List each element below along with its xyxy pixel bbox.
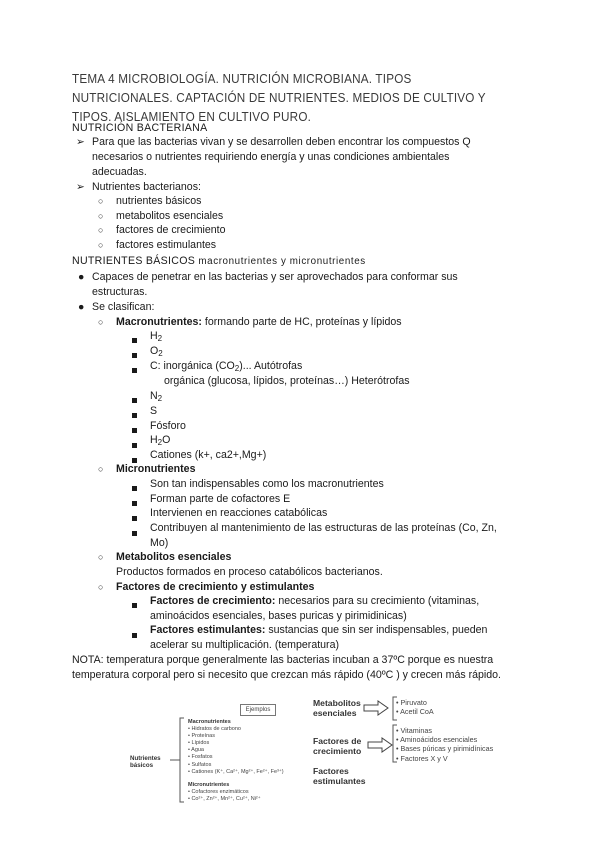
square-bullet-icon xyxy=(132,628,137,643)
square-bullet-icon xyxy=(132,598,137,613)
square-bullet-icon xyxy=(132,423,137,438)
list-item: Cationes (k+, ca2+,Mg+) xyxy=(150,449,267,461)
section-heading-nutrientes xyxy=(72,254,366,270)
circle-bullet-icon: ○ xyxy=(98,552,104,562)
list-item: $H_2O$ xyxy=(150,434,171,447)
arrow-bullet-icon: ➢ xyxy=(76,136,85,148)
micro-list: Micronutrientes • Cofactores enzimáticos • Co²⁺, Zn²⁺, Mn²⁺, Cu²⁺, Ni²⁺ xyxy=(188,782,261,803)
list-item-continuation: Mo) xyxy=(150,537,169,549)
list-item: nutrientes básicos xyxy=(116,195,202,207)
circle-bullet-icon: ○ xyxy=(98,317,104,327)
square-bullet-icon xyxy=(132,393,137,408)
list-item: $H_2$ xyxy=(150,330,163,343)
dot-bullet-icon: ● xyxy=(78,271,85,283)
list-item-continuation: aminoácidos esenciales, bases puricas y pirimidinicas) xyxy=(150,610,407,622)
factores-estimulantes-label: Factores estimulantes xyxy=(313,766,366,786)
paragraph-line: Para que las bacterias vivan y se desarrollen deben encontrar los compuestos Q xyxy=(92,136,471,148)
nutrientes-basicos-label: Nutrientes básicos xyxy=(130,755,161,770)
section-heading-nutricion: NUTRICIÓN BACTERIANA xyxy=(72,122,208,134)
heading-sub: macronutrientes y micronutrientes xyxy=(198,256,366,267)
list-item: Intervienen en reacciones catabólicas xyxy=(150,507,328,519)
paragraph-line: Capaces de penetrar en las bacterias y ser aprovechados para conformar sus xyxy=(92,271,458,283)
list-item: factores estimulantes xyxy=(116,239,217,251)
arrow-icon xyxy=(362,700,392,716)
paragraph-line: necesarios o nutrientes requiriendo energía y unas condiciones ambientales xyxy=(92,151,450,163)
list-item: $O_2$ xyxy=(150,345,163,358)
list-item-continuation: acelerar su multiplicación. (temperatura) xyxy=(150,639,339,651)
paragraph-line: adecuadas. xyxy=(92,166,147,178)
circle-bullet-icon: ○ xyxy=(98,225,104,235)
dot-bullet-icon: ● xyxy=(78,301,85,313)
factores-crecimiento-label: Factores de crecimiento xyxy=(313,736,362,756)
square-bullet-icon xyxy=(132,348,137,363)
square-bullet-icon xyxy=(132,408,137,423)
bracket-icon xyxy=(166,716,186,806)
factores-crecimiento-list: • Vitaminas • Aminoácidos esenciales • Bases púricas y pirimidínicas • Factores X y V xyxy=(396,726,494,763)
square-bullet-icon xyxy=(132,438,137,453)
arrow-bullet-icon: ➢ xyxy=(76,181,85,193)
paragraph-line: Nutrientes bacterianos: xyxy=(92,181,201,193)
list-item-metabolitos: Metabolitos esenciales xyxy=(116,551,232,563)
list-item: S xyxy=(150,405,158,417)
list-item: C: inorgánica $(CO_2)$... Autótrofas xyxy=(150,360,303,373)
heading-main: NUTRIENTES BÁSICOS xyxy=(72,255,196,267)
note-line: NOTA: temperatura porque generalmente las bacterias incuban a 37ºC porque es nuestra xyxy=(72,654,494,666)
list-item: Contribuyen al mantenimiento de las estructuras de las proteínas (Co, Zn, xyxy=(150,522,497,534)
circle-bullet-icon: ○ xyxy=(98,582,104,592)
square-bullet-icon xyxy=(132,511,137,526)
list-item: metabolitos esenciales xyxy=(116,210,224,222)
list-item: factores de crecimiento xyxy=(116,224,226,236)
page-title: TEMA 4 MICROBIOLOGÍA. NUTRICIÓN MICROBIANA. TIPOS NUTRICIONALES. CAPTACIÓN DE NUTRIENTES. MEDIOS DE CULTIVO Y TIPOS. AISLAMIENTO EN CULTIVO PURO. xyxy=(72,72,486,124)
note-line: temperatura corporal pero si necesito que crezcan más rápido (40ºC ) y crecen más rápido. xyxy=(72,669,501,681)
square-bullet-icon xyxy=(132,526,137,541)
circle-bullet-icon: ○ xyxy=(98,211,104,221)
list-item: $N_2$ xyxy=(150,390,163,403)
list-item-macronutrientes: Macronutrientes: formando parte de HC, proteínas y lípidos xyxy=(116,316,402,328)
circle-bullet-icon: ○ xyxy=(98,196,104,206)
list-item: Son tan indispensables como los macronutrientes xyxy=(150,478,384,490)
circle-bullet-icon: ○ xyxy=(98,240,104,250)
square-bullet-icon xyxy=(132,481,137,496)
list-item: Forman parte de cofactores E xyxy=(150,493,291,505)
list-item: Factores estimulantes: sustancias que sin ser indispensables, pueden xyxy=(150,624,488,636)
list-item: Factores de crecimiento: necesarios para su crecimiento (vitaminas, xyxy=(150,595,480,607)
square-bullet-icon xyxy=(132,496,137,511)
list-item-factores: Factores de crecimiento y estimulantes xyxy=(116,581,315,593)
paragraph-line: Productos formados en proceso catabólicos bacterianos. xyxy=(116,566,383,578)
square-bullet-icon xyxy=(132,363,137,378)
metabolitos-list: • Piruvato • Acetil CoA xyxy=(396,698,434,717)
ejemplos-box: Ejemplos xyxy=(240,704,276,716)
list-item-continuation: orgánica (glucosa, lípidos, proteínas…) Heterótrofas xyxy=(164,375,410,387)
square-bullet-icon xyxy=(132,333,137,348)
metabolitos-label: Metabolitos esenciales xyxy=(313,698,361,718)
circle-bullet-icon: ○ xyxy=(98,464,104,474)
paragraph-line: Se clasifican: xyxy=(92,301,155,313)
paragraph-line: estructuras. xyxy=(92,286,148,298)
list-item: Fósforo xyxy=(150,420,186,432)
macro-list: Macronutrientes • Hidratos de carbono • Proteínas • Lípidos • Agua • Fosfatos • Sulfatos • Cationes (K⁺, Ca²⁺, Mg²⁺, Fe²⁺, Fe³⁺) xyxy=(188,719,284,775)
list-item-micronutrientes: Micronutrientes xyxy=(116,463,196,475)
